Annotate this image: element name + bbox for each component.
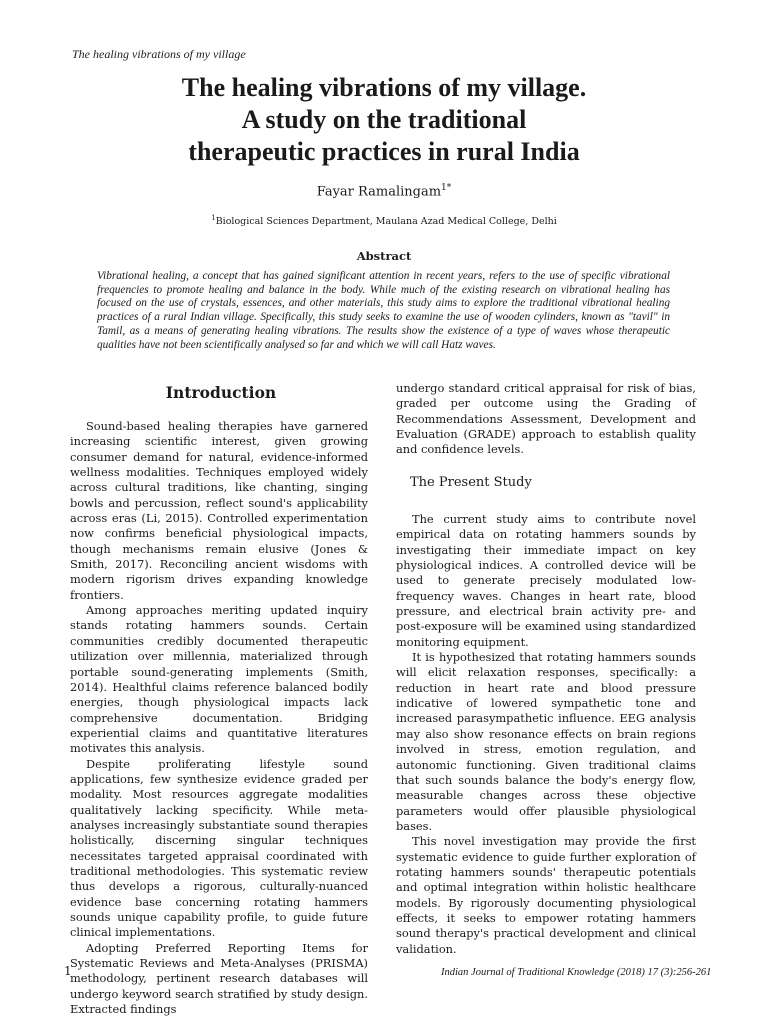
intro-paragraph: Adopting Preferred Reporting Items for Systematic Reviews and Meta-Analyses (PRISMA) methodology, pertinent research databases will undergo keyword search stratified by study design. Extracted findings (70, 940, 368, 1017)
page-number: 1 (64, 964, 72, 978)
title-line-1: The healing vibrations of my village. (181, 73, 587, 102)
present-study-heading: The Present Study (410, 475, 532, 490)
present-study-body (396, 512, 696, 957)
title-line-3: therapeutic practices in rural India (188, 137, 580, 166)
present-study-paragraph: The current study aims to contribute novel empirical data on rotating hammers sounds by investigating their immediate impact on key physiological indices. A controlled device will be used to generate precisely modulated low-frequency waves. Changes in heart rate, blood pressure, and electrical brain activity pre- and post-exposure will be examined using standardized monitoring equipment. (396, 512, 696, 649)
paper-title (60, 72, 708, 168)
right-column-continuation (396, 381, 696, 458)
present-study-paragraph: This novel investigation may provide the first systematic evidence to guide further exploration of rotating hammers sounds' therapeutic potentials and optimal integration within holistic healthcare models. By rigorously documenting physiological effects, it seeks to empower rotating hammers sound therapy's practical development and clinical validation. (396, 834, 696, 956)
affiliation-marker: 1 (211, 214, 216, 222)
affiliation-line (0, 214, 768, 227)
journal-citation: Indian Journal of Traditional Knowledge (2018) 17 (3):256-261 (441, 967, 712, 978)
author-name: Fayar Ramalingam (316, 184, 442, 200)
introduction-heading: Introduction (165, 383, 277, 402)
introduction-body (70, 419, 368, 1017)
intro-paragraph: Sound-based healing therapies have garnered increasing scientific interest, given growing consumer demand for natural, evidence-informed wellness modalities. Techniques employed widely across cultural traditions, like chanting, singing bowls and percussion, reflect sound's applicability across eras (Li, 2015). Controlled experimentation now confirms beneficial physiological impacts, though mechanisms remain elusive (Jones & Smith, 2017). Reconciling ancient wisdoms with modern rigorism drives expanding knowledge frontiers. (70, 419, 368, 602)
intro-paragraph: Despite proliferating lifestyle sound applications, few synthesize evidence graded per modality. Most resources aggregate modalities qualitatively lacking specificity. While meta-analyses increasingly substantiate sound therapies holistically, discerning singular techniques necessitates targeted appraisal coordinated with traditional methodologies. This systematic review thus develops a rigorous, culturally-nuanced evidence base concerning rotating hammers sounds unique capability profile, to guide future clinical implementations. (70, 756, 368, 940)
author-line (0, 183, 768, 199)
author-marker: 1* (441, 183, 452, 193)
present-study-paragraph: It is hypothesized that rotating hammers sounds will elicit relaxation responses, specifically: a reduction in heart rate and blood pressure indicative of lowered sympathetic tone and increased parasympathetic influence. EEG analysis may also show resonance effects on brain regions involved in stress, emotion regulation, and autonomic functioning. Given traditional claims that such sounds balance the body's energy flow, measurable changes across these objective parameters would offer plausible physiological bases. (396, 650, 696, 833)
continuation-paragraph: undergo standard critical appraisal for risk of bias, graded per outcome using the Grading of Recommendations Assessment, Development and Evaluation (GRADE) approach to establish quality and confidence levels. (396, 381, 696, 457)
title-line-2: A study on the traditional (241, 105, 527, 134)
abstract-text: Vibrational healing, a concept that has gained significant attention in recent years, refers to the use of specific vibrational frequencies to promote healing and balance in the body. While much of the existing research on vibrational healing has focused on the use of crystals, essences, and other materials, this study aims to explore the traditional vibrational healing practices of a rural Indian village. Specifically, this study seeks to examine the use of wooden cylinders, known as "tavil" in Tamil, as a means of generating healing vibrations. The results show the existence of a type of waves whose therapeutic qualities have not been scientifically analysed so far and which we will call Hatz waves. (97, 270, 670, 351)
affiliation-text: Biological Sciences Department, Maulana Azad Medical College, Delhi (215, 216, 557, 228)
abstract-heading: Abstract (356, 249, 412, 263)
running-head: The healing vibrations of my village (72, 47, 246, 61)
intro-paragraph: Among approaches meriting updated inquiry stands rotating hammers sounds. Certain communities credibly documented therapeutic utilization over millennia, materialized through portable sound-generating implements (Smith, 2014). Healthful claims reference balanced bodily energies, though physiological impacts lack comprehensive documentation. Bridging experiential claims and quantitative literatures motivates this analysis. (70, 603, 368, 756)
